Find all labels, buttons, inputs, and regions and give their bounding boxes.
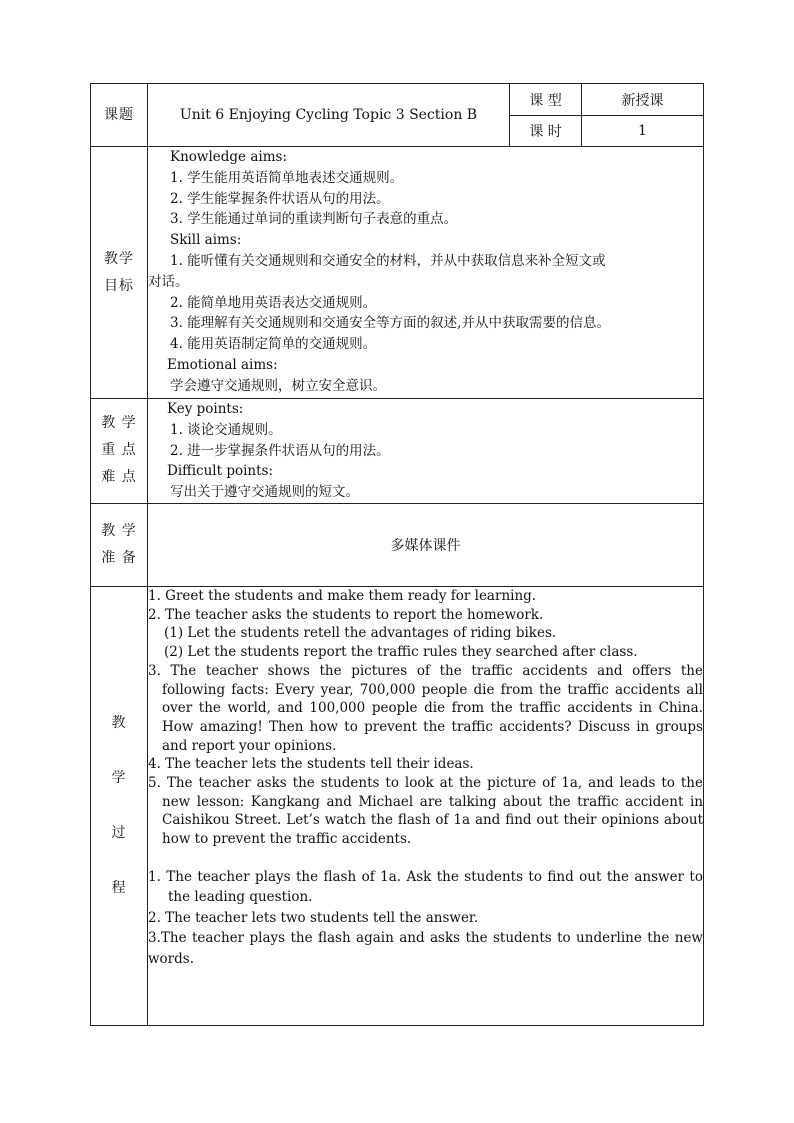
process-subitem: (1) Let the students retell the advantages of riding bikes.: [164, 625, 557, 642]
key-item: 1. 谈论交通规则。: [170, 421, 282, 438]
keypoints-row: [91, 399, 704, 504]
goals-content: [148, 147, 704, 399]
process-item: 3.The teacher plays the flash again and asks the students to underline the new words.: [148, 930, 703, 967]
hours-label: 课 时: [510, 116, 582, 147]
process-item: 1. Greet the students and make them ready for learning.: [148, 587, 537, 604]
type-value: 新授课: [582, 84, 704, 116]
header-row-1: [91, 84, 704, 116]
goals-row: [91, 147, 704, 399]
key-title: Key points:: [167, 401, 244, 417]
keypoints-label-line: 教 学: [101, 415, 137, 432]
lesson-plan-table: [90, 83, 704, 1026]
process-row: [91, 586, 704, 1025]
hours-value: 1: [582, 116, 704, 147]
goals-label-line: 教学: [104, 250, 134, 267]
prep-label: [91, 503, 148, 586]
process-label-char: 程: [111, 880, 127, 897]
process-item: 2. The teacher asks the students to report the homework.: [148, 606, 544, 623]
process-item: 1. The teacher plays the flash of 1a. Ask the students to find out the answer to the leading question.: [148, 868, 703, 906]
topic-value: Unit 6 Enjoying Cycling Topic 3 Section B: [148, 84, 510, 147]
skill-item: 3. 能理解有关交通规则和交通安全等方面的叙述,并从中获取需要的信息。: [170, 315, 610, 332]
process-label-char: 学: [111, 770, 127, 787]
emotional-title: Emotional aims:: [167, 356, 278, 373]
process-item: 3. The teacher shows the pictures of the traffic accidents and offers the following facts: Every year, 700,000 people die from the traffic accidents all over the world, and 100,000 people die from the traffic accidents in China. How amazing! Then how to prevent the traffic accidents? Discuss in groups and report your opinions.: [148, 662, 703, 754]
keypoints-label: [91, 399, 148, 504]
type-label: 课 型: [510, 84, 582, 116]
skill-item-continued: 对话。: [148, 273, 189, 290]
knowledge-item: 1. 学生能用英语简单地表述交通规则。: [170, 169, 404, 186]
keypoints-label-line: 重 点: [101, 442, 137, 459]
emotional-item: 学会遵守交通规则，树立安全意识。: [170, 377, 386, 394]
keypoints-label-line: 难 点: [101, 469, 137, 486]
difficult-item: 写出关于遵守交通规则的短文。: [170, 484, 359, 501]
skill-item: 1. 能听懂有关交通规则和交通安全的材料，并从中获取信息来补全短文或: [170, 252, 606, 269]
skill-item: 2. 能简单地用英语表达交通规则。: [170, 294, 377, 311]
process-item: 4. The teacher lets the students tell their ideas.: [148, 756, 474, 773]
prep-value: 多媒体课件: [148, 503, 704, 586]
prep-row: [91, 503, 704, 586]
knowledge-item: 3. 学生能通过单词的重读判断句子表意的重点。: [170, 211, 458, 228]
key-item: 2. 进一步掌握条件状语从句的用法。: [170, 442, 390, 459]
skill-title: Skill aims:: [170, 232, 242, 249]
keypoints-content: [148, 399, 704, 504]
goals-label-line: 目标: [104, 277, 134, 294]
process-label-char: 教: [111, 715, 127, 732]
prep-label-line: 教 学: [101, 522, 137, 539]
process-content: [148, 586, 704, 1025]
process-subitem: (2) Let the students report the traffic rules they searched after class.: [164, 644, 638, 661]
process-label: [91, 586, 148, 1025]
difficult-title: Difficult points:: [167, 463, 274, 480]
knowledge-title: Knowledge aims:: [170, 149, 287, 165]
prep-label-line: 准 备: [101, 549, 137, 566]
skill-item: 4. 能用英语制定简单的交通规则。: [170, 336, 377, 353]
knowledge-item: 2. 学生能掌握条件状语从句的用法。: [170, 190, 390, 207]
goals-label: [91, 147, 148, 399]
process-label-char: 过: [111, 825, 127, 842]
process-item: 5. The teacher asks the students to look at the picture of 1a, and leads to the new lesson: Kangkang and Michael are talking about the traffic accident in Caishikou Street. Let’s watch the flash of 1a and find out their opinions about how to prevent the traffic accidents.: [148, 775, 703, 848]
topic-label: 课题: [91, 84, 148, 147]
process-item: 2. The teacher lets two students tell the answer.: [148, 909, 479, 926]
spacer: [148, 849, 703, 867]
